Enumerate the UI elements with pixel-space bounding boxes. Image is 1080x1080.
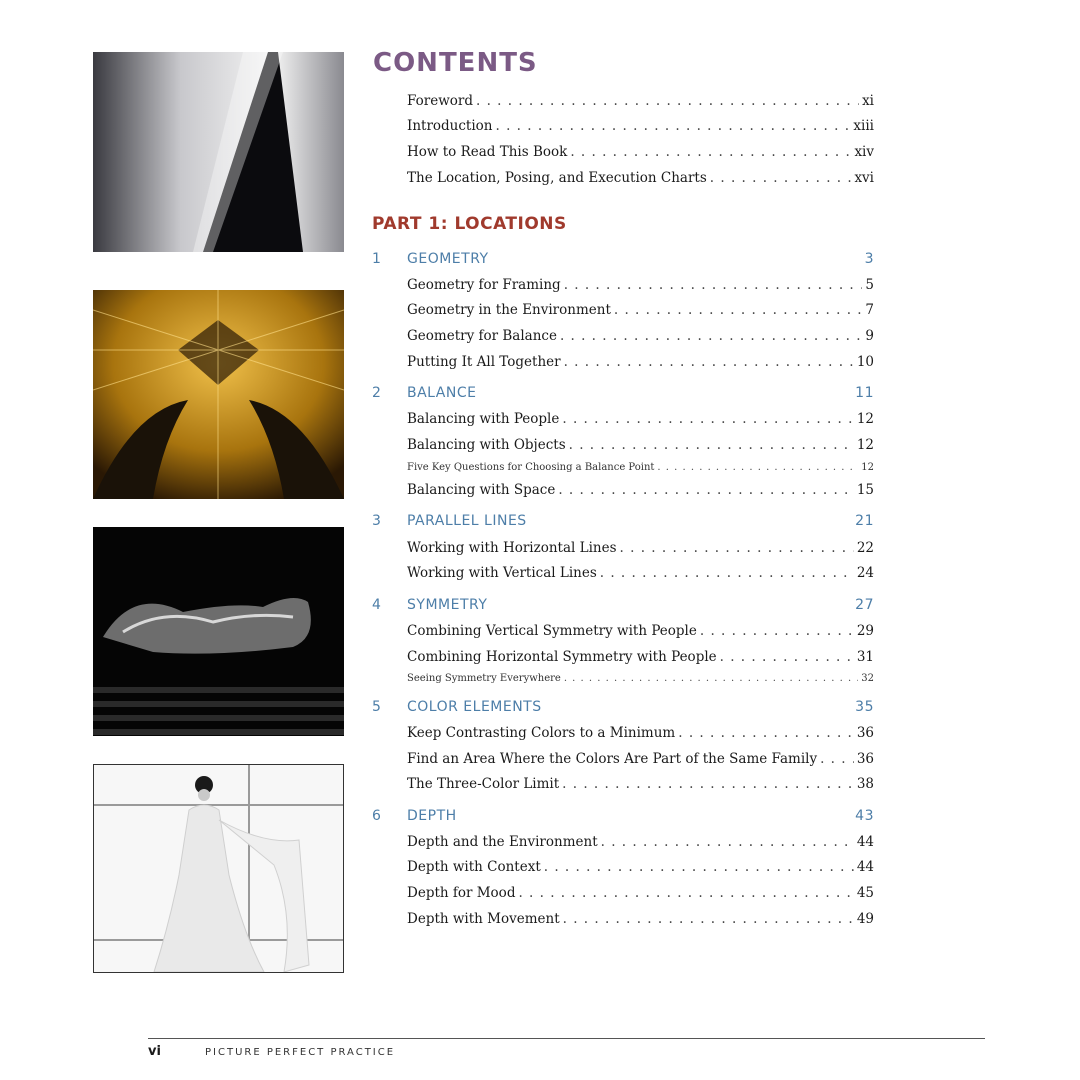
toc-entry-title: Geometry for Framing bbox=[407, 277, 561, 293]
dot-leader bbox=[558, 482, 854, 498]
toc-entry-title: Find an Area Where the Colors Are Part of the Same Family bbox=[407, 751, 818, 767]
dot-leader bbox=[570, 144, 851, 160]
toc-entry-page: 5 bbox=[865, 277, 874, 293]
toc-entry[interactable] bbox=[407, 354, 874, 374]
chapter-page: 3 bbox=[864, 251, 874, 267]
chapter-number: 4 bbox=[372, 597, 382, 613]
toc-entry-page: 15 bbox=[856, 482, 874, 498]
toc-entry-page: 36 bbox=[856, 751, 874, 767]
toc-entry-title: Combining Horizontal Symmetry with People bbox=[407, 649, 717, 665]
toc-entry-title: Geometry in the Environment bbox=[407, 302, 611, 318]
running-title: PICTURE PERFECT PRACTICE bbox=[205, 1047, 396, 1058]
toc-entry-page: 36 bbox=[856, 725, 874, 741]
dot-leader bbox=[563, 911, 854, 927]
toc-entry-title: Depth with Movement bbox=[407, 911, 560, 927]
toc-entry-page: 22 bbox=[856, 540, 874, 556]
chapter-heading[interactable] bbox=[372, 385, 874, 405]
toc-entry[interactable] bbox=[407, 328, 874, 348]
dot-leader bbox=[562, 411, 853, 427]
dot-leader bbox=[820, 751, 854, 767]
toc-entry-page: 10 bbox=[856, 354, 874, 370]
toc-entry[interactable] bbox=[407, 277, 874, 297]
page-folio: vi bbox=[148, 1044, 161, 1059]
chapter-number: 2 bbox=[372, 385, 382, 401]
toc-entry-title: The Three-Color Limit bbox=[407, 776, 560, 792]
photo-bride bbox=[93, 764, 344, 973]
dot-leader bbox=[569, 437, 854, 453]
chapter-heading[interactable] bbox=[372, 513, 874, 533]
toc-entry[interactable] bbox=[407, 649, 874, 669]
chapter-title: PARALLEL LINES bbox=[407, 513, 527, 529]
toc-entry-title: Seeing Symmetry Everywhere bbox=[407, 673, 561, 684]
toc-entry-page: 12 bbox=[861, 462, 874, 473]
toc-entry[interactable] bbox=[407, 885, 874, 905]
chapter-number: 3 bbox=[372, 513, 382, 529]
dot-leader bbox=[614, 302, 863, 318]
dot-leader bbox=[657, 462, 858, 473]
chapter-title: BALANCE bbox=[407, 385, 477, 401]
toc-entry-page: 12 bbox=[856, 437, 874, 453]
toc-entry-title: The Location, Posing, and Execution Charts bbox=[407, 170, 707, 186]
chapter-title: DEPTH bbox=[407, 808, 457, 824]
chapter-heading[interactable] bbox=[372, 251, 874, 271]
toc-entry-title: Working with Horizontal Lines bbox=[407, 540, 617, 556]
dot-leader bbox=[496, 118, 851, 134]
toc-entry-page: 32 bbox=[861, 673, 874, 684]
toc-entry[interactable] bbox=[407, 725, 874, 745]
toc-entry[interactable] bbox=[407, 93, 874, 113]
toc-entry-title: Balancing with Space bbox=[407, 482, 556, 498]
toc-entry[interactable] bbox=[407, 834, 874, 854]
toc-entry-page: 9 bbox=[865, 328, 874, 344]
chapter-page: 27 bbox=[855, 597, 874, 613]
toc-entry[interactable] bbox=[407, 437, 874, 457]
toc-entry-title: Depth for Mood bbox=[407, 885, 516, 901]
chapter-page: 11 bbox=[855, 385, 874, 401]
toc-entry-title: Foreword bbox=[407, 93, 473, 109]
toc-entry-page: 49 bbox=[856, 911, 874, 927]
toc-entry[interactable] bbox=[407, 411, 874, 431]
toc-entry-title: Combining Vertical Symmetry with People bbox=[407, 623, 697, 639]
toc-entry-page: xiv bbox=[854, 144, 874, 160]
toc-entry-title: Introduction bbox=[407, 118, 493, 134]
dot-leader bbox=[564, 277, 863, 293]
toc-entry-page: 31 bbox=[856, 649, 874, 665]
toc-entry-title: How to Read This Book bbox=[407, 144, 568, 160]
dot-leader bbox=[600, 565, 854, 581]
chapter-title: GEOMETRY bbox=[407, 251, 489, 267]
dot-leader bbox=[720, 649, 854, 665]
photo-eiffel-tower bbox=[93, 290, 344, 499]
dot-leader bbox=[601, 834, 854, 850]
toc-entry-title: Putting It All Together bbox=[407, 354, 561, 370]
dot-leader bbox=[544, 859, 854, 875]
toc-entry-title: Balancing with People bbox=[407, 411, 560, 427]
chapter-heading[interactable] bbox=[372, 808, 874, 828]
chapter-number: 6 bbox=[372, 808, 382, 824]
toc-entry-title: Working with Vertical Lines bbox=[407, 565, 597, 581]
chapter-title: COLOR ELEMENTS bbox=[407, 699, 542, 715]
toc-entry-page: xi bbox=[862, 93, 874, 109]
toc-entry[interactable] bbox=[407, 118, 874, 138]
toc-entry-title: Geometry for Balance bbox=[407, 328, 557, 344]
dot-leader bbox=[518, 885, 853, 901]
dot-leader bbox=[700, 623, 854, 639]
toc-entry-title: Balancing with Objects bbox=[407, 437, 566, 453]
toc-entry-title: Five Key Questions for Choosing a Balance Point bbox=[407, 462, 655, 473]
toc-entry-title: Keep Contrasting Colors to a Minimum bbox=[407, 725, 676, 741]
toc-entry[interactable] bbox=[407, 482, 874, 502]
footer-rule bbox=[148, 1038, 985, 1039]
photo-reclining-figure bbox=[93, 527, 344, 736]
toc-entry[interactable] bbox=[407, 170, 874, 190]
toc-entry[interactable] bbox=[407, 462, 874, 478]
toc-entry[interactable] bbox=[407, 302, 874, 322]
toc-entry[interactable] bbox=[407, 565, 874, 585]
toc-entry-page: 44 bbox=[856, 834, 874, 850]
toc-entry[interactable] bbox=[407, 776, 874, 796]
chapter-page: 21 bbox=[855, 513, 874, 529]
chapter-number: 1 bbox=[372, 251, 382, 267]
toc-entry-page: 45 bbox=[856, 885, 874, 901]
toc-entry-page: 44 bbox=[856, 859, 874, 875]
part-heading: PART 1: LOCATIONS bbox=[372, 214, 567, 234]
toc-entry[interactable] bbox=[407, 859, 874, 879]
dot-leader bbox=[564, 673, 858, 684]
toc-entry-title: Depth with Context bbox=[407, 859, 541, 875]
chapter-number: 5 bbox=[372, 699, 382, 715]
toc-entry[interactable] bbox=[407, 911, 874, 931]
dot-leader bbox=[562, 776, 854, 792]
chapter-page: 43 bbox=[855, 808, 874, 824]
dot-leader bbox=[476, 93, 859, 109]
toc-entry[interactable] bbox=[407, 751, 874, 771]
toc-entry-page: 7 bbox=[865, 302, 874, 318]
toc-entry-title: Depth and the Environment bbox=[407, 834, 598, 850]
dot-leader bbox=[710, 170, 852, 186]
toc-entry-page: 24 bbox=[856, 565, 874, 581]
toc-entry[interactable] bbox=[407, 623, 874, 643]
dot-leader bbox=[678, 725, 854, 741]
contents-heading: CONTENTS bbox=[373, 48, 538, 78]
toc-entry-page: xvi bbox=[854, 170, 874, 186]
chapter-title: SYMMETRY bbox=[407, 597, 488, 613]
dot-leader bbox=[560, 328, 862, 344]
toc-entry-page: 38 bbox=[856, 776, 874, 792]
photo-light-streaks bbox=[93, 52, 344, 252]
toc-entry-page: 29 bbox=[856, 623, 874, 639]
toc-entry[interactable] bbox=[407, 144, 874, 164]
dot-leader bbox=[564, 354, 854, 370]
chapter-page: 35 bbox=[855, 699, 874, 715]
chapter-heading[interactable] bbox=[372, 699, 874, 719]
chapter-heading[interactable] bbox=[372, 597, 874, 617]
toc-entry[interactable] bbox=[407, 673, 874, 689]
dot-leader bbox=[620, 540, 854, 556]
toc-entry[interactable] bbox=[407, 540, 874, 560]
toc-entry-page: xiii bbox=[853, 118, 874, 134]
toc-entry-page: 12 bbox=[856, 411, 874, 427]
